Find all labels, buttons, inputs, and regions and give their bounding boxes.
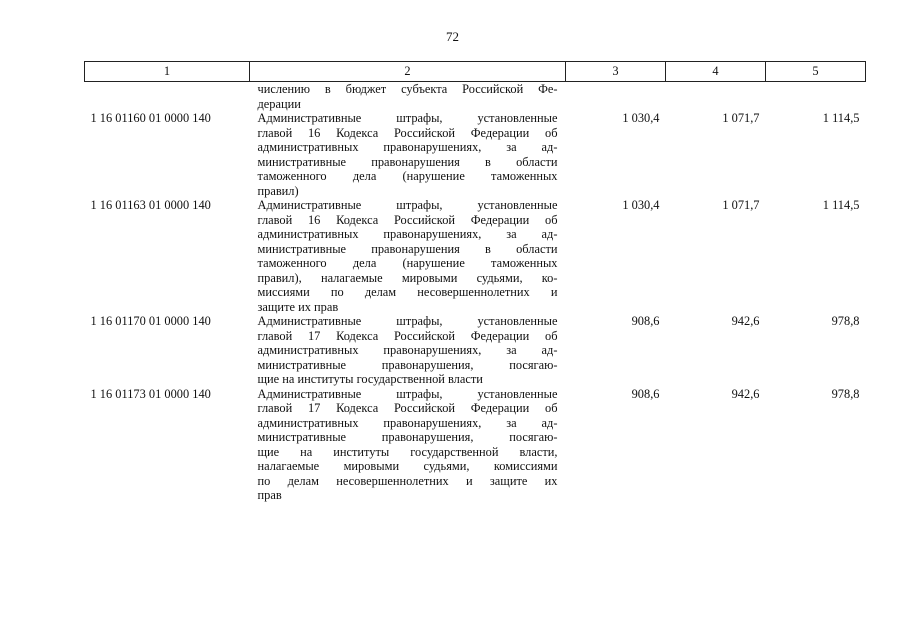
description-line: таможенного дела (нарушение таможенных [257,256,558,270]
description-line: административных правонарушениях, за ад- [257,227,558,241]
description-line: миссиями по делам несовершеннолетних и [257,285,558,299]
empty-cell [666,82,766,112]
budget-code: 1 16 01173 01 0000 140 [90,386,211,401]
budget-code: 1 16 01163 01 0000 140 [90,198,211,212]
budget-code: 1 16 01160 01 0000 140 [90,111,211,125]
value-col-4: 1 071,7 [722,198,760,212]
value-col-4: 942,6 [731,386,760,401]
description-line: главой 17 Кодекса Российской Федерации об [257,328,558,343]
description-line: таможенного дела (нарушение таможенных [257,169,558,183]
description-line: главой 16 Кодекса Российской Федерации об [257,125,558,140]
row-description [250,198,566,314]
description-line: дерации [257,96,301,111]
value-col-5: 978,8 [831,314,860,328]
row-description [250,111,566,198]
continuation-row [85,82,866,112]
column-header-5: 5 [766,62,866,82]
table-row [85,111,866,198]
description-line: по делам несовершеннолетних и защите их [257,473,558,488]
description-line: щие на институты государственной власти, [257,444,558,459]
description-line: Административные штрафы, установленные [257,198,558,212]
value-col-3: 908,6 [631,314,660,328]
description-line: числению в бюджет субъекта Российской Фе- [257,82,558,96]
value-col-5: 1 114,5 [822,198,860,212]
description-line: щие на институты государственной власти [257,372,483,386]
description-line: министративные правонарушения, посягаю- [257,430,558,444]
description-line: Административные штрафы, установленные [257,386,558,401]
budget-code: 1 16 01170 01 0000 140 [90,314,211,328]
description-line: Административные штрафы, установленные [257,111,558,125]
description-line: министративные правонарушения в области [257,154,558,169]
table-row [85,314,866,387]
value-col-3: 908,6 [631,386,660,401]
description-line: Административные штрафы, установленные [257,314,558,328]
column-header-4: 4 [666,62,766,82]
description-line: правил), налагаемые мировыми судьями, ко- [257,270,558,285]
description-line: налагаемые мировыми судьями, комиссиями [257,459,558,473]
description-line: правил) [257,183,299,198]
value-col-3: 1 030,4 [622,198,660,212]
column-header-2: 2 [250,62,566,82]
column-header-1: 1 [85,62,250,82]
header-row [85,62,866,82]
table-row [85,198,866,314]
continuation-description [250,82,566,112]
description-line: главой 17 Кодекса Российской Федерации об [257,401,558,415]
description-line: главой 16 Кодекса Российской Федерации об [257,212,558,227]
value-col-5: 978,8 [831,386,860,401]
value-col-4: 942,6 [731,314,760,328]
value-col-4: 1 071,7 [722,111,760,125]
description-line: административных правонарушениях, за ад- [257,415,558,430]
description-line: прав [257,488,282,502]
description-line: административных правонарушениях, за ад- [257,140,558,154]
table-header [85,62,866,82]
empty-cell [566,82,666,112]
description-line: защите их прав [257,299,339,314]
description-line: министративные правонарушения, посягаю- [257,357,558,372]
continuation-code-cell [85,82,250,112]
value-col-3: 1 030,4 [622,111,660,125]
row-description [250,387,566,503]
empty-cell [766,82,866,112]
table-body [85,82,866,503]
value-col-5: 1 114,5 [822,111,860,125]
row-description [250,314,566,387]
revenue-table [84,61,866,503]
table-row [85,387,866,503]
page-number: 72 [446,29,459,44]
column-header-3: 3 [566,62,666,82]
description-line: министративные правонарушения в области [257,241,558,256]
description-line: административных правонарушениях, за ад- [257,343,558,357]
